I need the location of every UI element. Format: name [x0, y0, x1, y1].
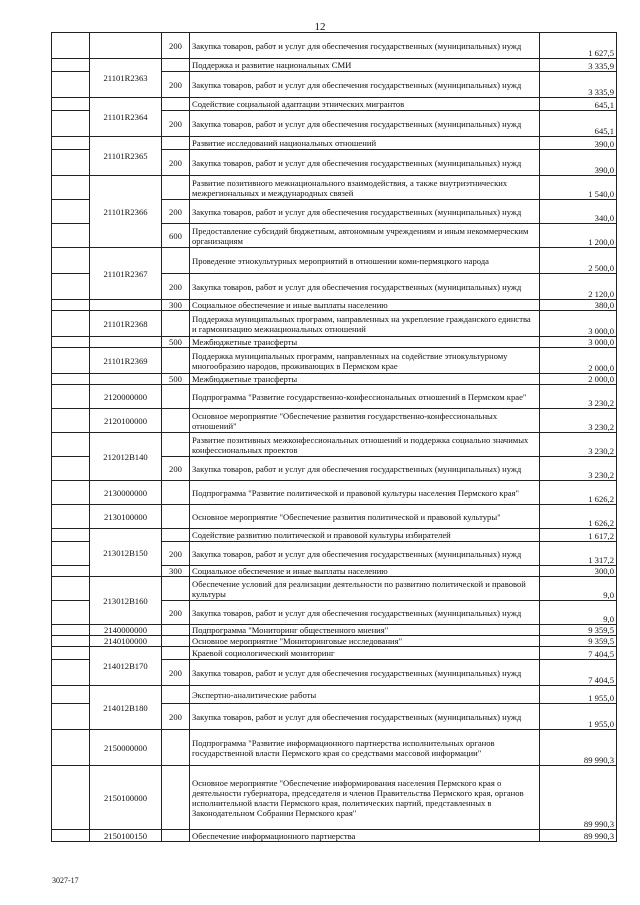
target-code-cell: 2140100000: [90, 636, 162, 647]
description-cell: Подпрограмма "Развитие информационного партнерства исполнительных органов государственной власти Пермского края со средствами массовой информации": [190, 730, 540, 766]
section-cell: [52, 374, 90, 385]
table-row: [52, 98, 617, 111]
amount-cell: 1 626,2: [540, 505, 617, 529]
section-cell: [52, 660, 90, 686]
amount-cell: 1 540,0: [540, 176, 617, 200]
target-code-cell: [90, 33, 162, 59]
target-code-cell: 21101R2363: [90, 59, 162, 98]
target-code-cell: 21101R2365: [90, 137, 162, 176]
target-code-cell: 213012В160: [90, 577, 162, 625]
table-row: [52, 374, 617, 385]
section-cell: [52, 348, 90, 374]
expense-type-cell: 200: [162, 542, 190, 566]
description-cell: Обеспечение информационного партнерства: [190, 830, 540, 842]
section-cell: [52, 385, 90, 409]
target-code-cell: 21101R2367: [90, 248, 162, 300]
section-cell: [52, 176, 90, 200]
expense-type-cell: [162, 625, 190, 636]
expense-type-cell: 200: [162, 601, 190, 625]
table-row: [52, 647, 617, 660]
amount-cell: 3 000,0: [540, 311, 617, 337]
table-row: [52, 176, 617, 200]
description-cell: Предоставление субсидий бюджетным, автономным учреждениям и иным некоммерческим организациям: [190, 224, 540, 248]
amount-cell: 300,0: [540, 566, 617, 577]
expense-type-cell: 500: [162, 374, 190, 385]
table-row: [52, 248, 617, 274]
description-cell: Поддержка муниципальных программ, направленных на укрепление гражданского единства и гармонизацию межнациональных отношений: [190, 311, 540, 337]
description-cell: Закупка товаров, работ и услуг для обеспечения государственных (муниципальных) нужд: [190, 660, 540, 686]
target-code-cell: 2150100000: [90, 766, 162, 830]
target-code-cell: 2120000000: [90, 385, 162, 409]
target-code-cell: [90, 300, 162, 311]
target-code-cell: 212012В140: [90, 433, 162, 481]
section-cell: [52, 481, 90, 505]
table-row: [52, 529, 617, 542]
target-code-cell: [90, 374, 162, 385]
description-cell: Проведение этнокультурных мероприятий в отношении коми-пермяцкого народа: [190, 248, 540, 274]
section-cell: [52, 542, 90, 566]
budget-table: [51, 32, 617, 842]
expense-type-cell: [162, 348, 190, 374]
section-cell: [52, 505, 90, 529]
table-row: [52, 505, 617, 529]
description-cell: Закупка товаров, работ и услуг для обеспечения государственных (муниципальных) нужд: [190, 542, 540, 566]
table-row: [52, 636, 617, 647]
section-cell: [52, 137, 90, 150]
amount-cell: 645,1: [540, 111, 617, 137]
expense-type-cell: [162, 409, 190, 433]
description-cell: Поддержка муниципальных программ, направленных на содействие этнокультурному многообразию народов, проживающих в Пермском крае: [190, 348, 540, 374]
footer-document-code: 3027-17: [52, 876, 79, 885]
table-row: [52, 59, 617, 72]
section-cell: [52, 566, 90, 577]
expense-type-cell: 600: [162, 224, 190, 248]
table-row: [52, 625, 617, 636]
section-cell: [52, 98, 90, 111]
target-code-cell: 21101R2369: [90, 348, 162, 374]
description-cell: Развитие исследований национальных отношений: [190, 137, 540, 150]
description-cell: Закупка товаров, работ и услуг для обеспечения государственных (муниципальных) нужд: [190, 457, 540, 481]
target-code-cell: 2150000000: [90, 730, 162, 766]
table-row: [52, 348, 617, 374]
amount-cell: 3 000,0: [540, 337, 617, 348]
section-cell: [52, 766, 90, 830]
amount-cell: 89 990,3: [540, 830, 617, 842]
section-cell: [52, 730, 90, 766]
description-cell: Закупка товаров, работ и услуг для обеспечения государственных (муниципальных) нужд: [190, 33, 540, 59]
table-row: [52, 481, 617, 505]
expense-type-cell: [162, 98, 190, 111]
amount-cell: 2 120,0: [540, 274, 617, 300]
expense-type-cell: [162, 766, 190, 830]
table-row: [52, 433, 617, 457]
description-cell: Основное мероприятие "Обеспечение информирования населения Пермского края о деятельности губернатора, председателя и членов Правительства Пермского края, органов исполнительной власти Пермского края, политических партий, представленных в Законодательном Собрании Пермского края": [190, 766, 540, 830]
amount-cell: 2 500,0: [540, 248, 617, 274]
description-cell: Закупка товаров, работ и услуг для обеспечения государственных (муниципальных) нужд: [190, 274, 540, 300]
expense-type-cell: [162, 248, 190, 274]
expense-type-cell: [162, 647, 190, 660]
section-cell: [52, 300, 90, 311]
description-cell: Развитие позитивных межконфессиональных отношений и поддержка социально значимых конфессиональных проектов: [190, 433, 540, 457]
table-row: [52, 337, 617, 348]
amount-cell: 3 335,9: [540, 72, 617, 98]
target-code-cell: 21101R2364: [90, 98, 162, 137]
expense-type-cell: 200: [162, 660, 190, 686]
description-cell: Основное мероприятие "Обеспечение развития политической и правовой культуры": [190, 505, 540, 529]
description-cell: Основное мероприятие "Обеспечение развития государственно-конфессиональных отношений": [190, 409, 540, 433]
section-cell: [52, 248, 90, 274]
table-row: [52, 385, 617, 409]
expense-type-cell: 200: [162, 33, 190, 59]
section-cell: [52, 529, 90, 542]
target-code-cell: 213012В150: [90, 529, 162, 577]
table-row: [52, 137, 617, 150]
expense-type-cell: 300: [162, 300, 190, 311]
target-code-cell: 214012В170: [90, 647, 162, 686]
target-code-cell: 2120100000: [90, 409, 162, 433]
expense-type-cell: 200: [162, 200, 190, 224]
section-cell: [52, 577, 90, 601]
description-cell: Содействие социальной адаптации этнических мигрантов: [190, 98, 540, 111]
section-cell: [52, 457, 90, 481]
description-cell: Межбюджетные трансферты: [190, 374, 540, 385]
description-cell: Основное мероприятие "Мониторинговые исследования": [190, 636, 540, 647]
description-cell: Закупка товаров, работ и услуг для обеспечения государственных (муниципальных) нужд: [190, 601, 540, 625]
amount-cell: 7 404,5: [540, 660, 617, 686]
amount-cell: 3 230,2: [540, 433, 617, 457]
description-cell: Социальное обеспечение и иные выплаты населению: [190, 300, 540, 311]
table-row: [52, 766, 617, 830]
section-cell: [52, 200, 90, 224]
target-code-cell: 214012В180: [90, 686, 162, 730]
budget-table-body: [52, 33, 617, 842]
section-cell: [52, 647, 90, 660]
table-row: [52, 730, 617, 766]
amount-cell: 3 230,2: [540, 385, 617, 409]
description-cell: Закупка товаров, работ и услуг для обеспечения государственных (муниципальных) нужд: [190, 150, 540, 176]
expense-type-cell: 200: [162, 704, 190, 730]
amount-cell: 1 955,0: [540, 686, 617, 704]
amount-cell: 3 230,2: [540, 457, 617, 481]
amount-cell: 9 359,5: [540, 636, 617, 647]
description-cell: Подпрограмма "Развитие государственно-конфессиональных отношений в Пермском крае": [190, 385, 540, 409]
section-cell: [52, 33, 90, 59]
amount-cell: 1 200,0: [540, 224, 617, 248]
expense-type-cell: 500: [162, 337, 190, 348]
expense-type-cell: [162, 137, 190, 150]
description-cell: Социальное обеспечение и иные выплаты населению: [190, 566, 540, 577]
table-row: [52, 409, 617, 433]
amount-cell: 7 404,5: [540, 647, 617, 660]
expense-type-cell: 200: [162, 274, 190, 300]
expense-type-cell: [162, 636, 190, 647]
section-cell: [52, 704, 90, 730]
amount-cell: 380,0: [540, 300, 617, 311]
amount-cell: 390,0: [540, 137, 617, 150]
expense-type-cell: [162, 176, 190, 200]
section-cell: [52, 830, 90, 842]
section-cell: [52, 150, 90, 176]
amount-cell: 89 990,3: [540, 766, 617, 830]
section-cell: [52, 601, 90, 625]
section-cell: [52, 409, 90, 433]
table-row: [52, 33, 617, 59]
table-row: [52, 830, 617, 842]
expense-type-cell: 200: [162, 457, 190, 481]
amount-cell: 2 000,0: [540, 348, 617, 374]
section-cell: [52, 59, 90, 72]
target-code-cell: 2150100150: [90, 830, 162, 842]
expense-type-cell: [162, 385, 190, 409]
target-code-cell: 21101R2366: [90, 176, 162, 248]
target-code-cell: [90, 337, 162, 348]
amount-cell: 3 230,2: [540, 409, 617, 433]
section-cell: [52, 311, 90, 337]
expense-type-cell: [162, 59, 190, 72]
description-cell: Экспертно-аналитические работы: [190, 686, 540, 704]
expense-type-cell: [162, 505, 190, 529]
section-cell: [52, 111, 90, 137]
section-cell: [52, 274, 90, 300]
expense-type-cell: 200: [162, 72, 190, 98]
section-cell: [52, 686, 90, 704]
expense-type-cell: [162, 730, 190, 766]
amount-cell: 9,0: [540, 577, 617, 601]
description-cell: Подпрограмма "Развитие политической и правовой культуры населения Пермского края": [190, 481, 540, 505]
expense-type-cell: [162, 686, 190, 704]
target-code-cell: 2140000000: [90, 625, 162, 636]
description-cell: Поддержка и развитие национальных СМИ: [190, 59, 540, 72]
expense-type-cell: 300: [162, 566, 190, 577]
section-cell: [52, 433, 90, 457]
expense-type-cell: 200: [162, 111, 190, 137]
section-cell: [52, 337, 90, 348]
expense-type-cell: [162, 577, 190, 601]
amount-cell: 89 990,3: [540, 730, 617, 766]
amount-cell: 1 626,2: [540, 481, 617, 505]
expense-type-cell: [162, 433, 190, 457]
expense-type-cell: [162, 311, 190, 337]
amount-cell: 1 627,5: [540, 33, 617, 59]
description-cell: Краевой социологический мониторинг: [190, 647, 540, 660]
table-row: [52, 686, 617, 704]
table-row: [52, 311, 617, 337]
target-code-cell: 2130000000: [90, 481, 162, 505]
description-cell: Закупка товаров, работ и услуг для обеспечения государственных (муниципальных) нужд: [190, 200, 540, 224]
section-cell: [52, 625, 90, 636]
description-cell: Межбюджетные трансферты: [190, 337, 540, 348]
amount-cell: 9 359,5: [540, 625, 617, 636]
amount-cell: 390,0: [540, 150, 617, 176]
expense-type-cell: 200: [162, 150, 190, 176]
amount-cell: 1 317,2: [540, 542, 617, 566]
description-cell: Содействие развитию политической и правовой культуры избирателей: [190, 529, 540, 542]
description-cell: Закупка товаров, работ и услуг для обеспечения государственных (муниципальных) нужд: [190, 72, 540, 98]
page-number: 12: [314, 21, 326, 33]
description-cell: Развитие позитивного межнационального взаимодействия, а также внутриэтнических межрегиональных и международных связей: [190, 176, 540, 200]
description-cell: Закупка товаров, работ и услуг для обеспечения государственных (муниципальных) нужд: [190, 111, 540, 137]
expense-type-cell: [162, 529, 190, 542]
amount-cell: 2 000,0: [540, 374, 617, 385]
section-cell: [52, 636, 90, 647]
amount-cell: 340,0: [540, 200, 617, 224]
amount-cell: 3 335,9: [540, 59, 617, 72]
target-code-cell: 21101R2368: [90, 311, 162, 337]
amount-cell: 9,0: [540, 601, 617, 625]
expense-type-cell: [162, 830, 190, 842]
description-cell: Обеспечение условий для реализации деятельности по развитию политической и правовой культуры: [190, 577, 540, 601]
amount-cell: 1 617,2: [540, 529, 617, 542]
expense-type-cell: [162, 481, 190, 505]
target-code-cell: 2130100000: [90, 505, 162, 529]
amount-cell: 1 955,0: [540, 704, 617, 730]
description-cell: Закупка товаров, работ и услуг для обеспечения государственных (муниципальных) нужд: [190, 704, 540, 730]
description-cell: Подпрограмма "Мониторинг общественного мнения": [190, 625, 540, 636]
section-cell: [52, 72, 90, 98]
amount-cell: 645,1: [540, 98, 617, 111]
table-row: [52, 577, 617, 601]
section-cell: [52, 224, 90, 248]
table-row: [52, 300, 617, 311]
